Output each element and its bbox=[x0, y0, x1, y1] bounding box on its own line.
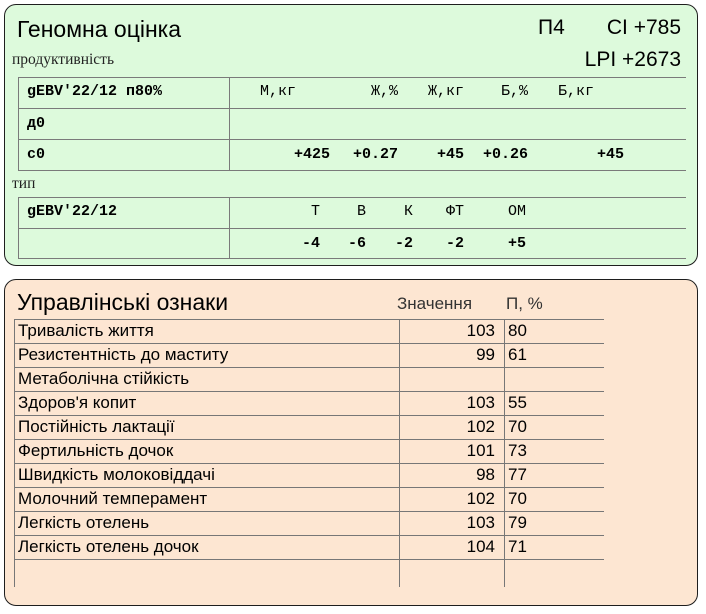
production-value-protein-pct: +0.26 bbox=[482, 146, 528, 163]
trait-percent: 77 bbox=[508, 465, 527, 484]
production-row-label: gEBV'22/12 п80% bbox=[27, 83, 163, 100]
type-table bbox=[18, 197, 686, 259]
trait-value: 103 bbox=[466, 513, 495, 532]
production-value-protein-kg: +45 bbox=[596, 146, 624, 163]
production-value-fat-pct: +0.27 bbox=[352, 146, 398, 163]
table-row bbox=[14, 391, 604, 415]
genomic-code: П4 bbox=[538, 16, 565, 39]
type-col-v: В bbox=[356, 203, 366, 220]
type-col-om: ОМ bbox=[508, 203, 527, 220]
trait-percent: 70 bbox=[508, 417, 527, 436]
production-col-protein-kg: Б,кг bbox=[557, 83, 594, 100]
type-section-label: тип bbox=[12, 175, 36, 192]
type-value-om: +5 bbox=[508, 235, 527, 252]
ci-index: CI +785 bbox=[606, 16, 681, 39]
trait-name: Метаболічна стійкість bbox=[18, 369, 190, 388]
trait-value: 104 bbox=[466, 537, 495, 556]
type-value-t: -4 bbox=[301, 235, 320, 252]
trait-value: 103 bbox=[466, 321, 495, 340]
production-row-c0-label: с0 bbox=[27, 146, 46, 163]
type-col-ft: ФТ bbox=[445, 203, 464, 220]
trait-name: Тривалість життя bbox=[18, 321, 154, 340]
management-title: Управлінські ознаки bbox=[17, 289, 229, 315]
type-value-v: -6 bbox=[347, 235, 366, 252]
table-row bbox=[14, 463, 604, 487]
trait-percent: 61 bbox=[508, 345, 527, 364]
table-row bbox=[14, 487, 604, 511]
table-row bbox=[14, 415, 604, 439]
trait-name: Постійність лактації bbox=[18, 417, 175, 436]
trait-percent: 70 bbox=[508, 489, 527, 508]
trait-name: Легкість отелень дочок bbox=[18, 537, 199, 556]
trait-percent: 73 bbox=[508, 441, 527, 460]
trait-value: 103 bbox=[466, 393, 495, 412]
trait-percent: 79 bbox=[508, 513, 527, 532]
table-row bbox=[14, 343, 604, 367]
production-col-milk-kg: М,кг bbox=[260, 83, 297, 100]
management-traits-card bbox=[4, 279, 698, 606]
production-col-fat-kg: Ж,кг bbox=[427, 83, 464, 100]
trait-percent: 80 bbox=[508, 321, 527, 340]
production-row-d0-label: д0 bbox=[27, 115, 46, 132]
production-col-fat-pct: Ж,% bbox=[370, 83, 398, 100]
percent-column-header: П, % bbox=[506, 294, 543, 313]
trait-percent: 55 bbox=[508, 393, 527, 412]
trait-value: 98 bbox=[476, 465, 495, 484]
trait-value: 101 bbox=[466, 441, 495, 460]
trait-name: Резистентність до маститу bbox=[18, 345, 229, 364]
trait-name: Здоров'я копит bbox=[18, 393, 137, 412]
production-section-label: продуктивність bbox=[12, 51, 115, 68]
production-col-protein-pct: Б,% bbox=[500, 83, 528, 100]
genomic-evaluation-card bbox=[4, 4, 698, 266]
trait-value: 102 bbox=[466, 417, 495, 436]
trait-name: Легкість отелень bbox=[18, 513, 150, 532]
table-row bbox=[14, 511, 604, 535]
table-row bbox=[14, 535, 604, 559]
lpi-index: LPI +2673 bbox=[584, 48, 681, 71]
type-col-k: К bbox=[403, 203, 413, 220]
genomic-title: Геномна оцінка bbox=[17, 16, 182, 42]
trait-percent: 71 bbox=[508, 537, 527, 556]
type-row-label: gEBV'22/12 bbox=[27, 203, 118, 220]
production-value-milk-kg: +425 bbox=[293, 146, 330, 163]
table-row bbox=[14, 439, 604, 463]
trait-name: Фертильність дочок bbox=[18, 441, 174, 460]
production-value-fat-kg: +45 bbox=[436, 146, 464, 163]
management-traits-table bbox=[14, 319, 604, 587]
table-row bbox=[14, 367, 604, 391]
table-row bbox=[14, 319, 604, 343]
trait-name: Швидкість молоковіддачі bbox=[18, 465, 215, 484]
trait-name: Молочний темперамент bbox=[18, 489, 208, 508]
type-value-ft: -2 bbox=[445, 235, 464, 252]
production-table bbox=[18, 77, 686, 171]
value-column-header: Значення bbox=[397, 294, 473, 313]
type-value-k: -2 bbox=[394, 235, 413, 252]
trait-value: 102 bbox=[466, 489, 495, 508]
trait-value: 99 bbox=[476, 345, 495, 364]
type-col-t: Т bbox=[310, 203, 320, 220]
